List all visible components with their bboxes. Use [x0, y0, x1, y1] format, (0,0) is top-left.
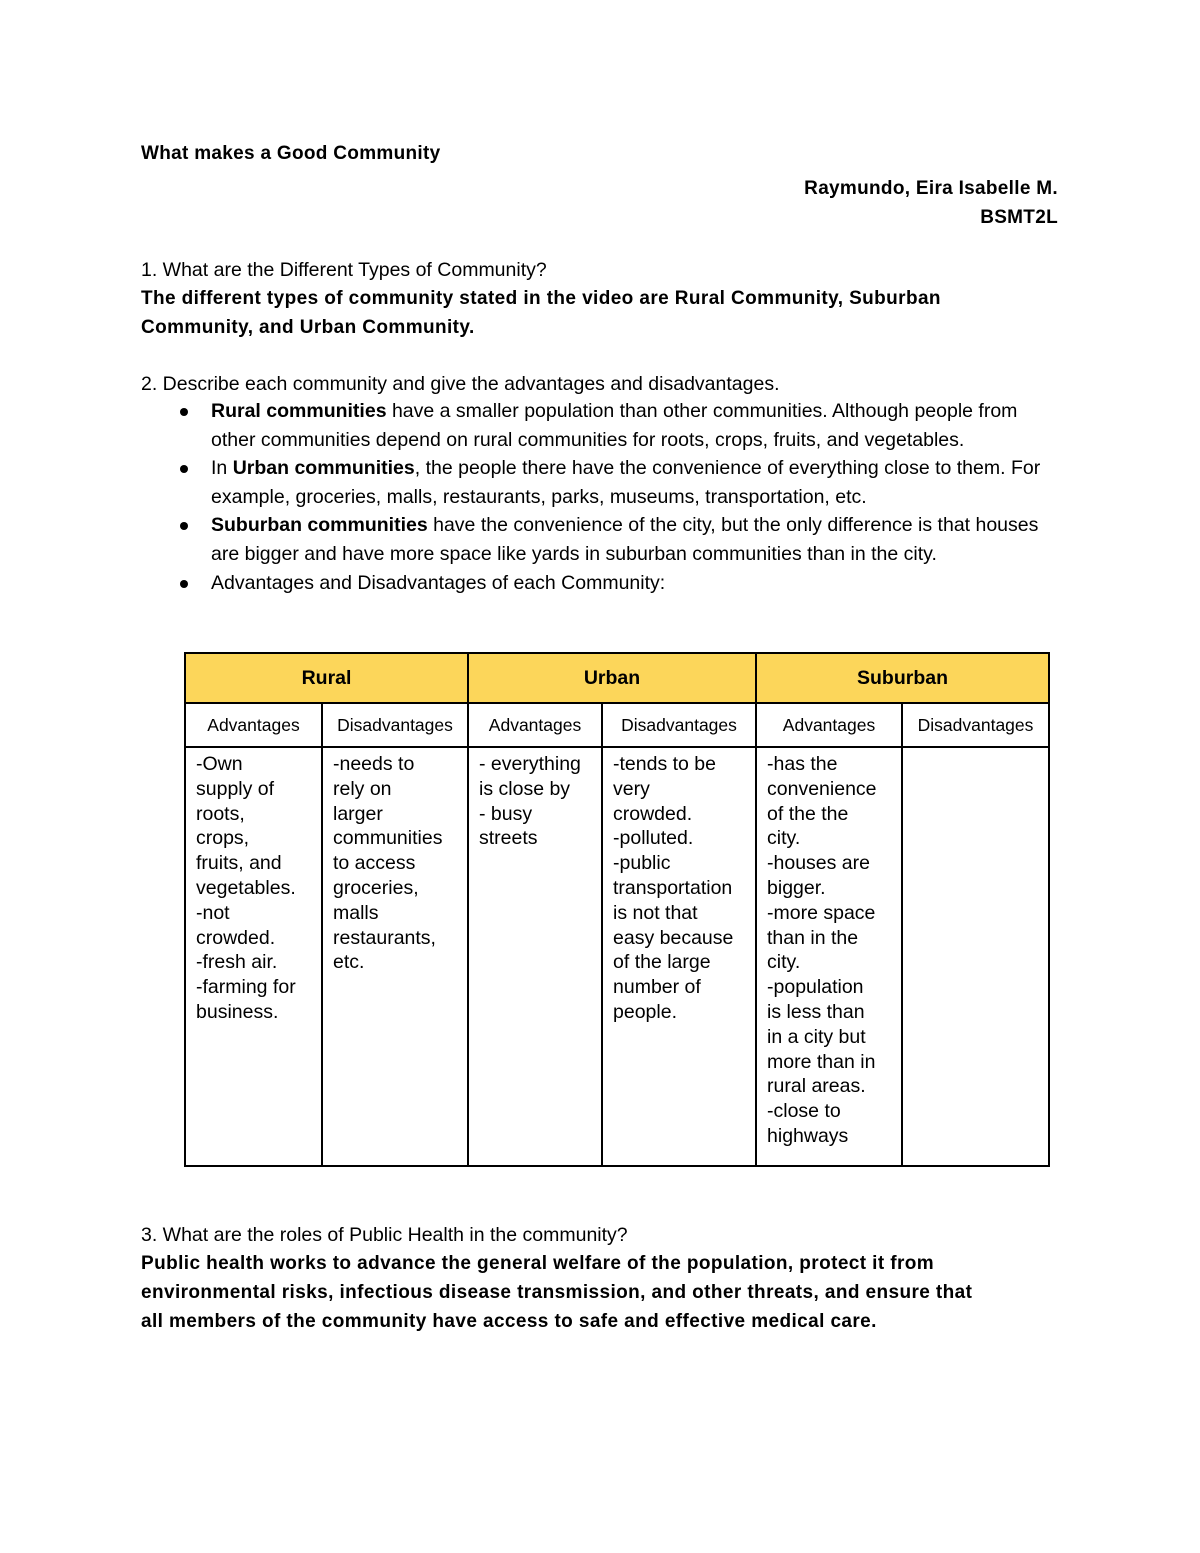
cell-text-line: is less than [767, 1000, 865, 1023]
bullet-text: Advantages and Disadvantages of each Community: [211, 571, 666, 594]
subheader-suburban-advantages: Advantages [756, 703, 902, 747]
answer-3-line-3: all members of the community have access to safe and effective medical care. [141, 1311, 877, 1332]
cell-text-line: highways [767, 1124, 849, 1147]
cell-text-line: -fresh air. [196, 951, 278, 974]
cell-text-line: - everything [479, 753, 581, 775]
cell-text-line: crops, [196, 827, 250, 850]
table-group-header-row [185, 653, 1049, 703]
cell-rural-advantages [185, 747, 322, 1166]
bullet-rural [180, 397, 1060, 454]
author-block [804, 174, 1058, 232]
answer-3-line-1: Public health works to advance the general welfare of the population, protect it from [141, 1253, 935, 1274]
cell-text-line: city. [767, 951, 801, 974]
question-1: 1. What are the Different Types of Community? [141, 259, 547, 281]
cell-text-line: more than in [767, 1050, 876, 1073]
question-3: 3. What are the roles of Public Health in the community? [141, 1224, 628, 1246]
cell-text-line: people. [613, 1000, 677, 1023]
cell-text-line: business. [196, 1000, 279, 1023]
answer-3 [141, 1249, 1081, 1336]
cell-text-line: of the the [767, 802, 849, 825]
subheader-urban-disadvantages: Disadvantages [602, 703, 756, 747]
cell-text-line: larger [333, 802, 383, 825]
cell-text-line: city. [767, 827, 801, 850]
bullet-bold-term: Suburban communities [211, 514, 428, 537]
cell-text-line: -polluted. [613, 827, 694, 850]
bullet-text: , the people there have the convenience of everything close to them. For example, groceries, malls, restaurants, parks, museums, transportation, etc. [211, 457, 1041, 508]
cell-text-line: convenience [767, 777, 877, 800]
cell-text-line: easy because [613, 926, 734, 949]
answer-1-line-2: Community, and Urban Community. [141, 317, 475, 338]
cell-text-line: -needs to [333, 753, 415, 775]
cell-urban-disadvantages [602, 747, 756, 1166]
bullet-dot-icon [180, 580, 188, 588]
cell-text-line: -Own [196, 753, 243, 775]
cell-text-line: -farming for [196, 976, 296, 999]
bullet-urban [180, 454, 1060, 511]
bullet-text: have the convenience of the city, but the only difference is that houses are bigger and have more space like yards in suburban communities than in the city. [211, 514, 1039, 565]
bullet-table-intro [180, 569, 1060, 598]
cell-text-line: is not that [613, 901, 698, 924]
cell-text-line: -tends to be [613, 753, 716, 775]
header-suburban: Suburban [756, 653, 1049, 703]
cell-text-line: -has the [767, 753, 838, 775]
cell-text-line: etc. [333, 951, 365, 974]
author-section: BSMT2L [980, 207, 1058, 228]
header-urban: Urban [468, 653, 756, 703]
cell-suburban-advantages [756, 747, 902, 1166]
cell-text-line: number of [613, 976, 701, 999]
table-content-row [185, 747, 1049, 1166]
cell-text-line: bigger. [767, 876, 826, 899]
header-rural: Rural [185, 653, 468, 703]
answer-1-line-1: The different types of community stated in the video are Rural Community, Suburban [141, 288, 941, 309]
bullet-bold-term: Rural communities [211, 400, 387, 422]
question-2: 2. Describe each community and give the advantages and disadvantages. [141, 373, 780, 395]
cell-text-line: streets [479, 827, 538, 850]
cell-text-line: -more space [767, 901, 876, 924]
subheader-rural-disadvantages: Disadvantages [322, 703, 468, 747]
bullet-dot-icon [180, 465, 188, 473]
cell-text-line: vegetables. [196, 876, 296, 899]
subheader-urban-advantages: Advantages [468, 703, 602, 747]
cell-text-line: communities [333, 827, 443, 850]
community-bullet-list [180, 397, 1060, 597]
cell-text-line: crowded. [613, 802, 693, 825]
bullet-text: have a smaller population than other communities. Although people from other communities depend on rural communities for roots, crops, fruits, and vegetables. [211, 400, 1018, 451]
cell-text-line: roots, [196, 802, 245, 825]
cell-text-line: -public [613, 852, 671, 875]
cell-text-line: in a city but [767, 1025, 866, 1048]
cell-text-line: very [613, 777, 650, 800]
cell-urban-advantages [468, 747, 602, 1166]
cell-text-line: -houses are [767, 852, 870, 875]
bullet-prefix: In [211, 457, 233, 480]
cell-rural-disadvantages [322, 747, 468, 1166]
table-subheader-row [185, 703, 1049, 747]
author-name: Raymundo, Eira Isabelle M. [804, 178, 1058, 199]
bullet-suburban [180, 511, 1060, 568]
bullet-dot-icon [180, 522, 188, 530]
cell-text-line: rural areas. [767, 1075, 866, 1098]
subheader-suburban-disadvantages: Disadvantages [902, 703, 1049, 747]
advantages-table [184, 652, 1050, 1167]
cell-text-line: restaurants, [333, 926, 436, 949]
cell-text-line: - busy [479, 802, 533, 825]
answer-3-line-2: environmental risks, infectious disease transmission, and other threats, and ensure that [141, 1282, 973, 1303]
bullet-bold-term: Urban communities [232, 457, 415, 480]
cell-text-line: to access [333, 852, 416, 875]
cell-text-line: groceries, [333, 876, 419, 899]
cell-text-line: than in the [767, 926, 859, 949]
cell-text-line: crowded. [196, 926, 276, 949]
cell-text-line: of the large [613, 951, 711, 974]
cell-text-line: fruits, and [196, 852, 282, 875]
cell-suburban-disadvantages [902, 747, 1049, 1166]
cell-text-line: -population [767, 976, 864, 999]
cell-text-line: malls [333, 901, 379, 924]
cell-text-line: is close by [479, 777, 571, 800]
cell-text-line: transportation [613, 876, 733, 899]
cell-text-line: rely on [333, 777, 392, 800]
document-title: What makes a Good Community [141, 143, 441, 164]
cell-text-line: -close to [767, 1100, 841, 1123]
bullet-dot-icon [180, 408, 188, 416]
cell-text-line: -not [196, 901, 230, 924]
answer-1 [141, 284, 1061, 342]
subheader-rural-advantages: Advantages [185, 703, 322, 747]
cell-text-line: supply of [196, 777, 275, 800]
